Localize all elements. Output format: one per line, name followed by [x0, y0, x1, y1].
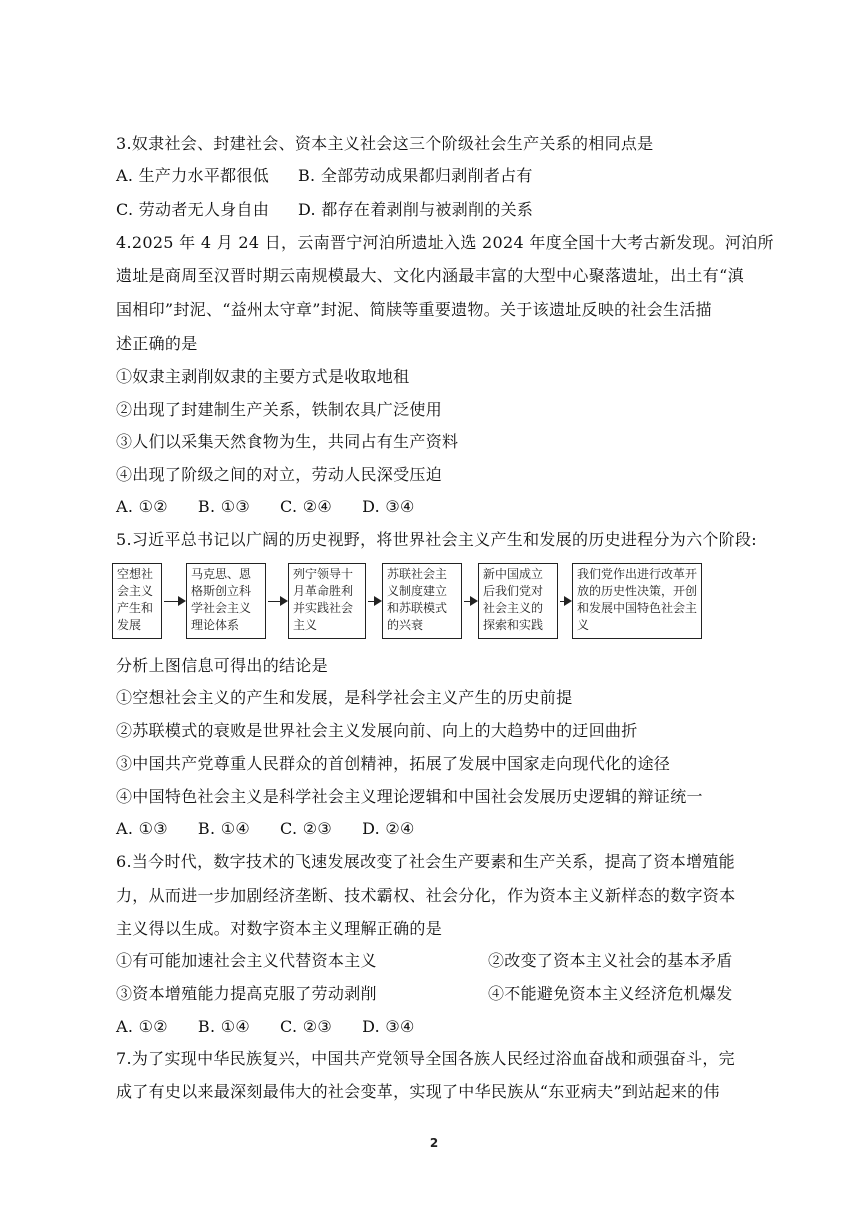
q6-options	[116, 1017, 778, 1037]
q5-lead: 分析上图信息可得出的结论是	[116, 656, 328, 675]
q4-options	[116, 497, 778, 517]
q5-option-a: A. ①③	[116, 819, 168, 838]
q4-item-1: ①奴隶主剥削奴隶的主要方式是收取地租	[116, 367, 410, 386]
stage-flow-diagram	[112, 561, 712, 641]
q5-stem: 5.习近平总书记以广阔的历史视野，将世界社会主义产生和发展的历史进程分为六个阶段:	[116, 530, 757, 549]
q6-stem-line-3: 主义得以生成。对数字资本主义理解正确的是	[116, 919, 443, 938]
q5-option-d: D. ②④	[362, 819, 415, 838]
q3-option-b: B. 全部劳动成果都归剥削者占有	[298, 166, 533, 185]
stage-box-4: 苏联社会主义制度建立和苏联模式的兴衰	[382, 563, 462, 639]
q6-stem-line-1: 6.当今时代，数字技术的飞速发展改变了社会生产要素和生产关系，提高了资本增殖能	[116, 852, 735, 871]
q3-stem: 3.奴隶社会、封建社会、资本主义社会这三个阶级社会生产关系的相同点是	[116, 134, 654, 153]
q6-item-2: ②改变了资本主义社会的基本矛盾	[488, 951, 733, 970]
q3-option-a: A. 生产力水平都很低	[116, 166, 270, 185]
q5-option-b: B. ①④	[197, 819, 251, 838]
q6-option-a: A. ①②	[116, 1017, 168, 1036]
q5-item-1: ①空想社会主义的产生和发展，是科学社会主义产生的历史前提	[116, 688, 573, 707]
q4-stem-line-2: 遗址是商周至汉晋时期云南规模最大、文化内涵最丰富的大型中心聚落遗址，出土有“滇	[116, 266, 744, 285]
q4-stem-line-1: 4.2025 年 4 月 24 日，云南晋宁河泊所遗址入选 2024 年度全国十大考古新发现。河泊所	[116, 233, 774, 252]
q6-item-4: ④不能避免资本主义经济危机爆发	[488, 984, 733, 1003]
q4-item-3: ③人们以采集天然食物为生，共同占有生产资料	[116, 432, 459, 451]
q6-stem-line-2: 力，从而进一步加剧经济垄断、技术霸权、社会分化，作为资本主义新样态的数字资本	[116, 886, 736, 905]
q6-option-c: C. ②③	[280, 1017, 333, 1036]
stage-box-2: 马克思、恩格斯创立科学社会主义理论体系	[186, 563, 266, 639]
stage-box-1: 空想社会主义产生和发展	[112, 563, 162, 639]
q3-option-c: C. 劳动者无人身自由	[116, 200, 270, 219]
q4-item-2: ②出现了封建制生产关系，铁制农具广泛使用	[116, 400, 443, 419]
q6-items-row-2	[116, 984, 778, 1004]
q4-option-b: B. ①③	[197, 497, 251, 516]
q6-items-row-1	[116, 951, 778, 971]
q4-item-4: ④出现了阶级之间的对立，劳动人民深受压迫	[116, 465, 443, 484]
page-number: 2	[429, 1136, 439, 1150]
q5-item-2: ②苏联模式的衰败是世界社会主义发展向前、向上的大趋势中的迂回曲折	[116, 721, 638, 740]
q4-option-c: C. ②④	[280, 497, 333, 516]
flow-arrow-icon	[268, 601, 286, 602]
q7-stem-line-2: 成了有史以来最深刻最伟大的社会变革，实现了中华民族从“东亚病夫”到站起来的伟	[116, 1082, 720, 1101]
q3-options-row-1	[116, 166, 778, 186]
stage-box-3: 列宁领导十月革命胜利并实践社会主义	[288, 563, 366, 639]
q4-option-a: A. ①②	[116, 497, 168, 516]
stage-box-5: 新中国成立后我们党对社会主义的探索和实践	[478, 563, 558, 639]
q6-item-3: ③资本增殖能力提高克服了劳动剥削	[116, 984, 377, 1003]
q7-stem-line-1: 7.为了实现中华民族复兴，中国共产党领导全国各族人民经过浴血奋战和顽强奋斗，完	[116, 1049, 735, 1068]
flow-arrow-icon	[164, 601, 184, 602]
q4-stem-line-3: 国相印”封泥、“益州太守章”封泥、简牍等重要遗物。关于该遗址反映的社会生活描	[116, 300, 712, 319]
flow-arrow-icon	[368, 601, 380, 602]
q5-option-c: C. ②③	[280, 819, 333, 838]
q5-options	[116, 819, 778, 839]
q4-option-d: D. ③④	[362, 497, 415, 516]
q4-stem-line-4: 述正确的是	[116, 334, 198, 353]
q3-options-row-2	[116, 200, 778, 220]
flow-arrow-icon	[464, 601, 476, 602]
stage-box-6: 我们党作出进行改革开放的历史性决策，开创和发展中国特色社会主义	[572, 563, 702, 639]
q6-option-d: D. ③④	[362, 1017, 415, 1036]
q3-option-d: D. 都存在着剥削与被剥削的关系	[298, 200, 534, 219]
q5-item-3: ③中国共产党尊重人民群众的首创精神，拓展了发展中国家走向现代化的途径	[116, 754, 671, 773]
q6-item-1: ①有可能加速社会主义代替资本主义	[116, 951, 377, 970]
flow-arrow-icon	[560, 601, 570, 602]
q5-item-4: ④中国特色社会主义是科学社会主义理论逻辑和中国社会发展历史逻辑的辩证统一	[116, 787, 703, 806]
q6-option-b: B. ①④	[197, 1017, 251, 1036]
